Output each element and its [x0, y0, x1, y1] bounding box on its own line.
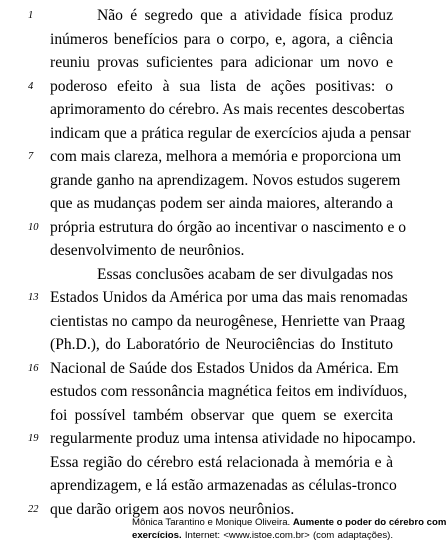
line-text: estudos com ressonância magnética feitos em indivíduos, [50, 383, 408, 400]
text-line [0, 286, 408, 310]
text-line [0, 169, 400, 193]
text-line [0, 474, 400, 498]
citation-line-1 [132, 517, 446, 530]
text-line [0, 427, 416, 451]
citation-source: Internet: <www.istoe.com.br> (com adaptações). [184, 529, 394, 541]
text-line [0, 263, 400, 287]
line-text: desenvolvimento de neurônios. [50, 242, 245, 259]
line-text: aprimoramento do cérebro. As mais recentes descobertas [50, 101, 405, 118]
line-number: 10 [28, 221, 39, 233]
text-line [0, 333, 400, 357]
text-line [0, 75, 400, 99]
source-citation [132, 517, 446, 542]
text-line [0, 216, 407, 240]
text-line [0, 380, 408, 404]
line-text: Nacional de Saúde dos Estados Unidos da América. Em [50, 359, 399, 377]
citation-line-2 [132, 530, 393, 543]
line-number: 1 [28, 10, 34, 21]
text-line [0, 357, 400, 381]
article-body [0, 4, 416, 521]
line-text: poderoso efeito à sua lista de ações positivas: o [50, 77, 393, 95]
line-text: Essas conclusões acabam de ser divulgadas nos [97, 265, 394, 283]
line-text: própria estrutura do órgão ao incentivar o nascimento e o [50, 218, 407, 236]
text-line [0, 28, 400, 52]
citation-title-part2: exercícios. [132, 529, 182, 541]
line-text: que as mudanças podem ser ainda maiores, alterando a [50, 195, 393, 212]
line-text: reuniu provas suficientes para adicionar um novo e [50, 54, 393, 71]
line-number: 22 [28, 503, 39, 515]
text-line [0, 51, 400, 75]
line-text: Estados Unidos da América por uma das mais renomadas [50, 289, 408, 306]
line-text: indicam que a prática regular de exercícios ajuda a pensar [50, 124, 411, 142]
text-line [0, 451, 400, 475]
line-text: inúmeros benefícios para o corpo, e, agora, a ciência [50, 30, 393, 48]
line-text: foi possível também observar que quem se exercita [50, 406, 393, 424]
text-line [0, 145, 400, 169]
line-number: 13 [28, 292, 39, 303]
text-line [0, 192, 400, 216]
line-text: regularmente produz uma intensa atividade no hipocampo. [50, 430, 416, 447]
text-line [0, 122, 411, 146]
text-line [0, 310, 406, 334]
text-line [0, 98, 405, 122]
line-number: 19 [28, 433, 39, 444]
line-number: 7 [28, 151, 34, 162]
citation-authors: Mônica Tarantino e Monique Oliveira. [132, 517, 291, 528]
line-text: Não é segredo que a atividade física produz [97, 7, 393, 24]
line-text: grande ganho na aprendizagem. Novos estudos sugerem [50, 171, 401, 189]
text-line [0, 404, 400, 428]
line-text: que darão origem aos novos neurônios. [50, 500, 295, 518]
line-text: com mais clareza, melhora a memória e proporciona um [50, 148, 402, 165]
citation-title-part1: Aumente o poder do cérebro com [292, 517, 446, 528]
line-text: Essa região do cérebro está relacionada à memória e à [50, 453, 393, 471]
text-line [0, 4, 400, 28]
line-text: cientistas no campo da neurogênese, Henriette van Praag [50, 312, 406, 330]
line-number: 4 [28, 80, 34, 92]
line-text: aprendizagem, e lá estão armazenadas as células-tronco [50, 477, 397, 494]
line-number: 16 [28, 362, 39, 374]
line-text: (Ph.D.), do Laboratório de Neurociências do Instituto [50, 336, 393, 353]
text-line [0, 239, 400, 263]
